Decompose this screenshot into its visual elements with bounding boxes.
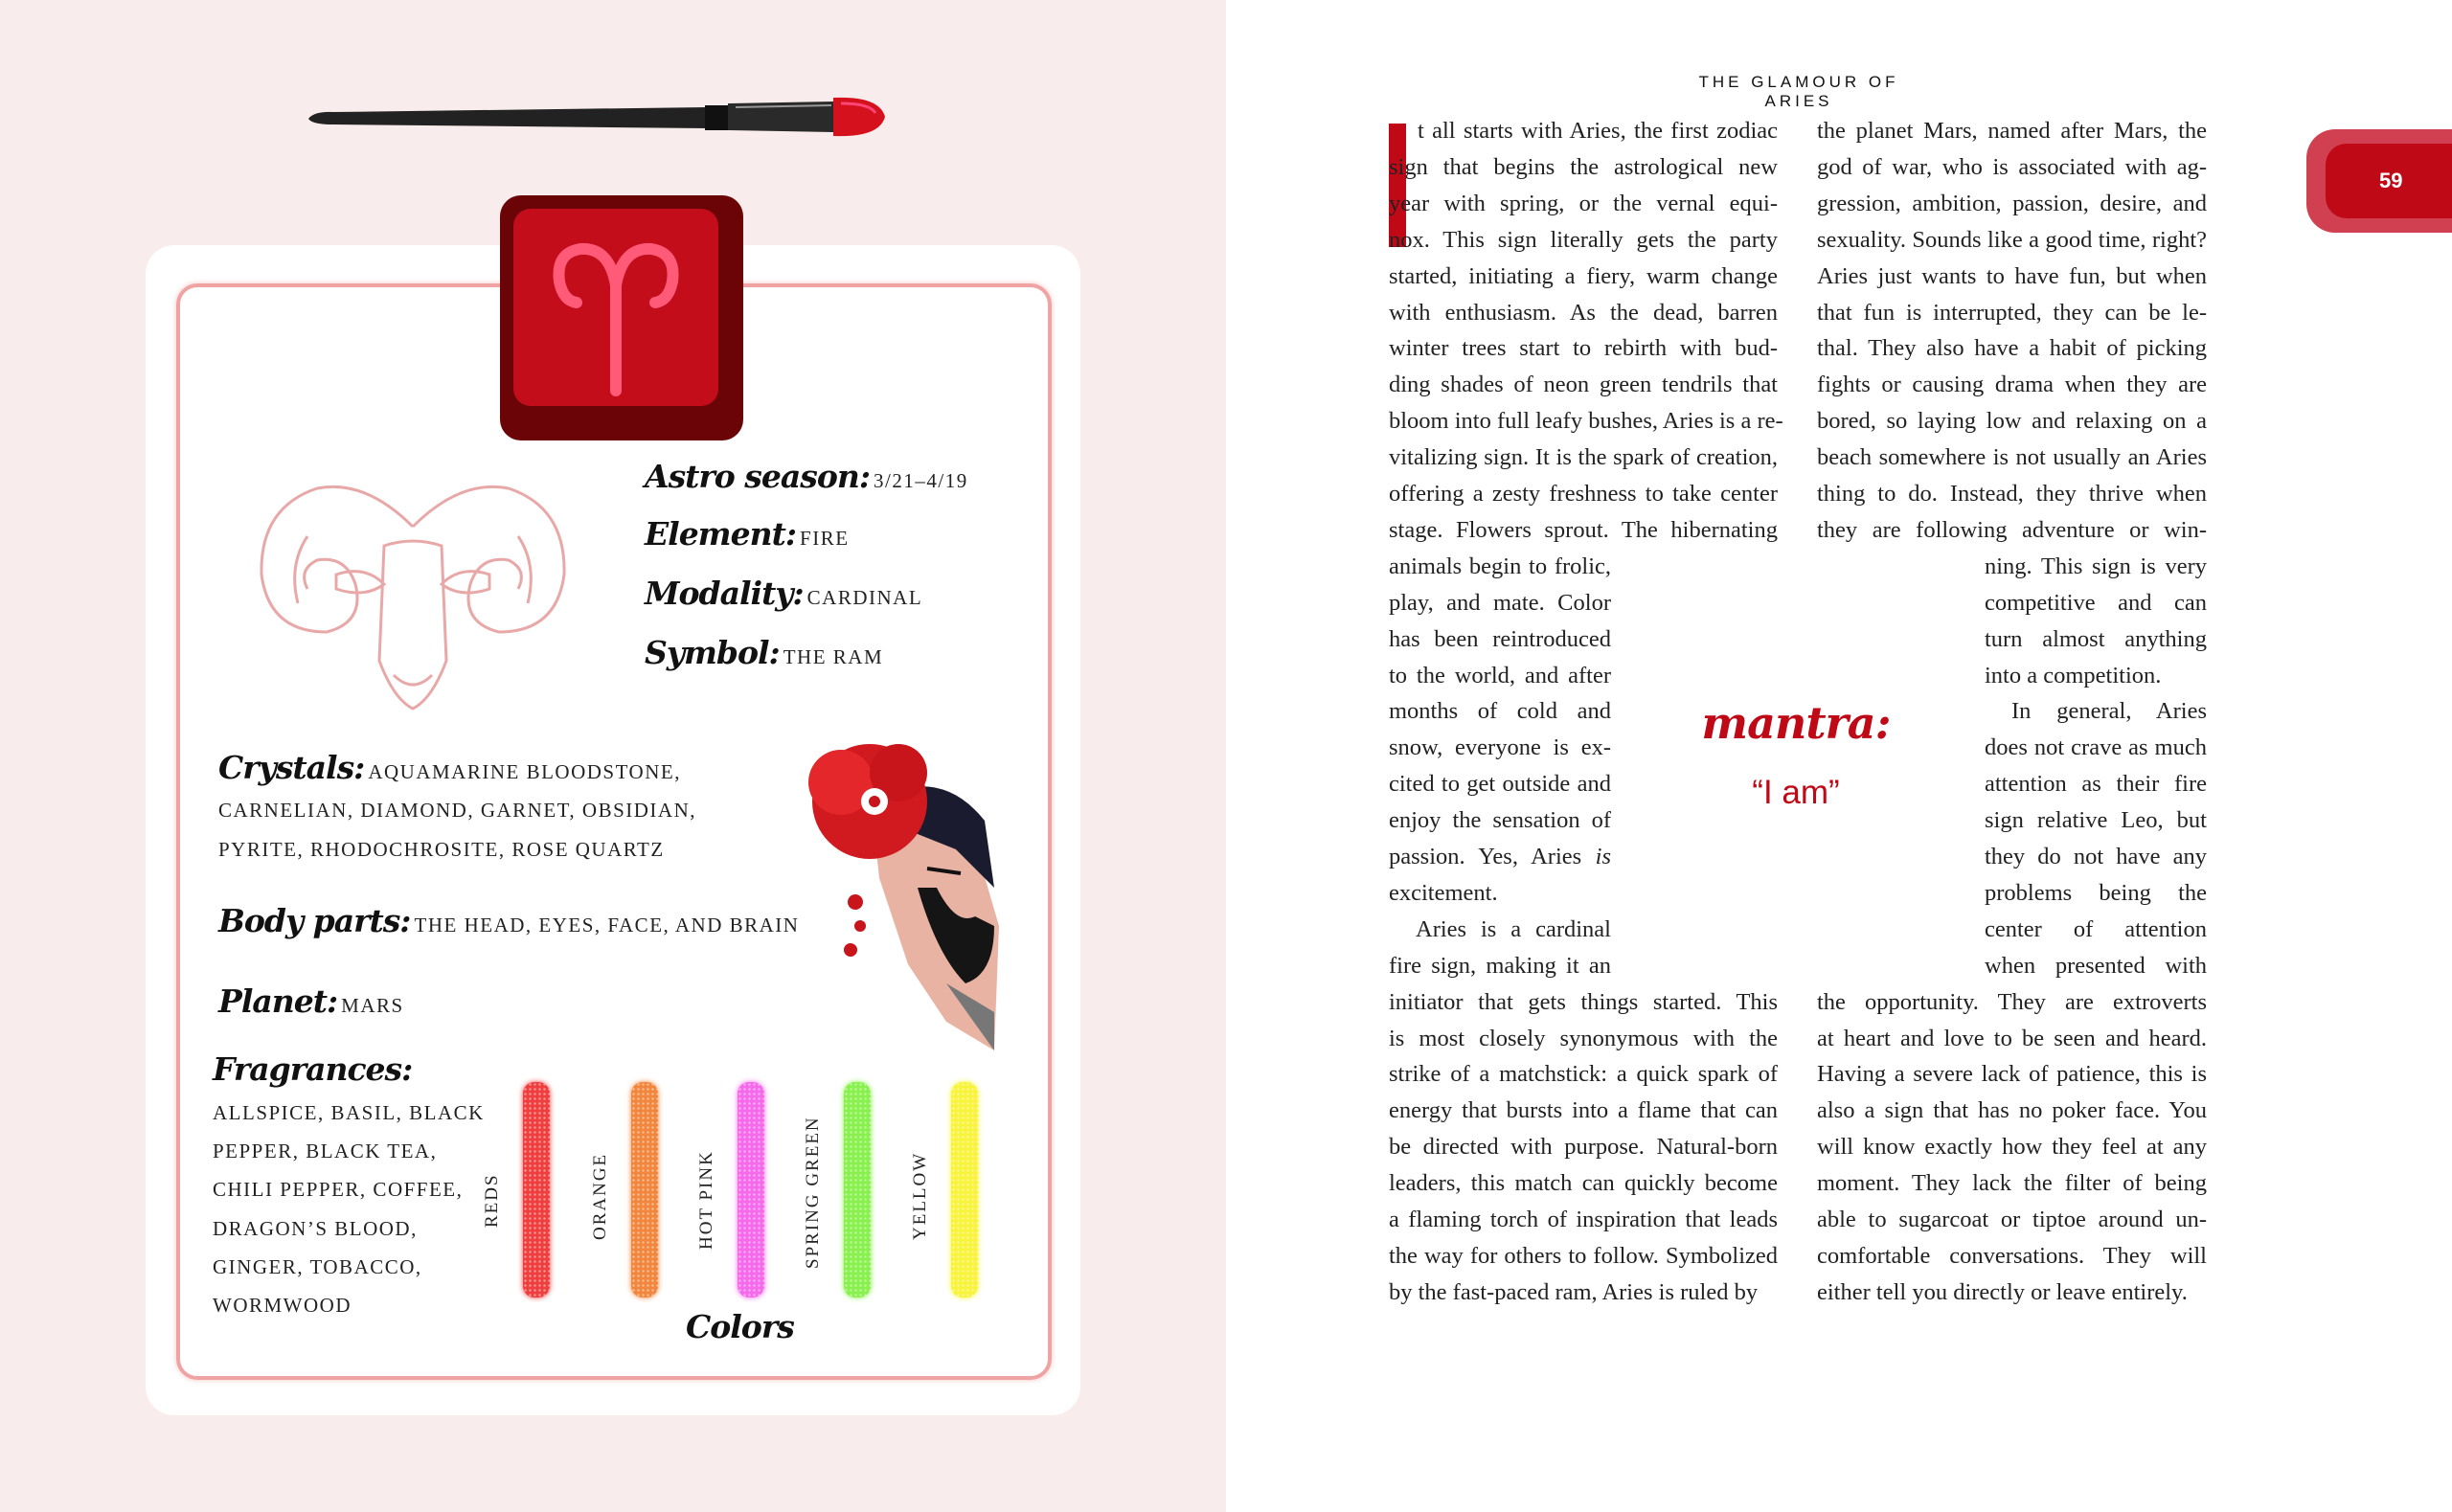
text-line-content: vitalizing sign. It is the spark of creation,: [1389, 444, 1778, 471]
text-line: [1389, 440, 1778, 476]
text-line: [1389, 367, 1778, 403]
text-line: [1389, 1021, 1778, 1057]
text-line: [1389, 875, 1611, 912]
fragrance-line: PEPPER, BLACK TEA,: [213, 1140, 438, 1162]
color-swatch-label: ORANGE: [590, 1152, 610, 1240]
text-line-content: leaders, this match can quickly become: [1389, 1170, 1778, 1197]
text-line: [1389, 295, 1778, 331]
text-line: [1985, 585, 2207, 621]
text-line-content: thal. They also have a habit of picking: [1817, 335, 2207, 362]
text-line-content: with enthusiasm. As the dead, barren: [1389, 299, 1778, 326]
ram-head-illustration: [250, 469, 576, 722]
text-line: [1817, 113, 2207, 149]
text-line: [1389, 585, 1611, 621]
fact-modality: [645, 575, 922, 612]
text-line-content: comfortable conversations. They will: [1817, 1242, 2207, 1269]
text-line-content: into a competition.: [1985, 662, 2162, 688]
crystals-section: [218, 749, 681, 786]
text-line: [1817, 259, 2207, 295]
text-line: [1389, 1275, 1778, 1311]
text-line-content: moment. They lack the filter of being: [1817, 1170, 2207, 1197]
text-line-content: bored, so laying low and relaxing on a: [1817, 408, 2207, 435]
text-line-content: passion. Yes, Aries: [1389, 844, 1582, 869]
mantra-title: mantra:: [1701, 697, 1891, 749]
text-line: [1389, 693, 1611, 730]
text-line-content: fights or causing drama when they are: [1817, 372, 2207, 398]
text-line: [1389, 1202, 1778, 1238]
text-line: [1389, 984, 1778, 1021]
text-line-content: turn almost anything: [1985, 625, 2207, 652]
text-line: [1817, 1165, 2207, 1202]
fragrance-line: DRAGON’S BLOOD,: [213, 1217, 418, 1240]
text-line-content: a flaming torch of inspiration that leads: [1389, 1207, 1778, 1232]
text-line: [1985, 875, 2207, 912]
text-line-content: thing to do. Instead, they thrive when: [1817, 481, 2207, 507]
text-line-content: able to sugarcoat or tiptoe around un-: [1817, 1207, 2207, 1232]
text-line-content: animals begin to frolic,: [1389, 553, 1611, 579]
color-swatch-label: HOT PINK: [696, 1150, 716, 1250]
mantra-text: “I am”: [1752, 774, 1840, 811]
text-line: [1817, 440, 2207, 476]
text-line-content: will know exactly how they feel at any: [1817, 1134, 2207, 1161]
text-line: [1817, 476, 2207, 512]
text-line: [1389, 1129, 1778, 1165]
text-line: [1416, 912, 1611, 948]
text-line: [1389, 658, 1611, 694]
text-line: [1389, 259, 1778, 295]
text-line-content: is most closely synonymous with the: [1389, 1025, 1778, 1051]
text-line-content: attention as their fire: [1985, 771, 2207, 798]
text-line: [1985, 912, 2207, 948]
text-line-content: also a sign that has no poker face. You: [1817, 1097, 2207, 1124]
color-swatch-label: REDS: [482, 1173, 502, 1228]
fact-label: Astro season:: [645, 458, 871, 495]
text-line: [1817, 512, 2207, 549]
italic-word: is: [1595, 844, 1611, 869]
text-line: [1817, 1093, 2207, 1129]
text-line-content: nox. This sign literally gets the party: [1389, 226, 1778, 253]
text-line-content: be directed with purpose. Natural-born: [1389, 1134, 1778, 1161]
text-line-content: months of cold and: [1389, 698, 1611, 725]
text-line: [1389, 621, 1611, 658]
color-swatch: [523, 1082, 550, 1298]
text-line: [1817, 295, 2207, 331]
text-line: [1817, 1202, 2207, 1238]
text-line: [1985, 549, 2207, 585]
text-line: [1389, 222, 1778, 259]
text-line-content: the planet Mars, named after Mars, the: [1817, 118, 2207, 144]
fact-label: Symbol:: [645, 634, 780, 671]
fragrance-line: CHILI PEPPER, COFFEE,: [213, 1178, 464, 1201]
text-line: [1389, 1056, 1778, 1093]
text-line-content: when presented with: [1985, 952, 2207, 979]
text-line: [1985, 802, 2207, 839]
colors-label: Colors: [686, 1308, 794, 1345]
text-line-content: excitement.: [1389, 879, 1498, 906]
text-line-content: energy that bursts into a flame that can: [1389, 1097, 1778, 1124]
text-line: [1389, 802, 1611, 839]
text-line-content: sexuality. Sounds like a good time, right?: [1817, 226, 2207, 253]
aries-symbol-icon: [513, 209, 718, 406]
portrait-illustration: [803, 734, 1004, 1060]
text-line-content: offering a zesty freshness to take center: [1389, 481, 1778, 507]
text-line-content: to the world, and after: [1389, 662, 1611, 688]
text-line: [1817, 1275, 2207, 1311]
text-line-content: Aries just wants to have fun, but when: [1817, 262, 2207, 289]
text-line-content: ding shades of neon green tendrils that: [1389, 372, 1778, 398]
text-line: [1817, 1021, 2207, 1057]
text-line: [1985, 730, 2207, 766]
color-swatch: [738, 1082, 764, 1298]
text-line: [1817, 1129, 2207, 1165]
crystals-line: CARNELIAN, DIAMOND, GARNET, OBSIDIAN,: [218, 799, 697, 822]
color-swatch: [631, 1082, 658, 1298]
text-line-content: has been reintroduced: [1389, 625, 1611, 652]
text-line-content: initiator that gets things started. This: [1389, 988, 1778, 1015]
text-line: [1389, 403, 1783, 440]
crystals-label: Crystals:: [218, 749, 365, 786]
fact-symbol: [645, 634, 883, 671]
running-head: THE GLAMOUR OF ARIES: [1698, 73, 1899, 110]
text-line-content: bloom into full leafy bushes, Aries is a re-: [1389, 408, 1783, 435]
text-line: [1985, 948, 2207, 984]
text-line: [1389, 1238, 1778, 1275]
text-line-content: sign that begins the astrological new: [1389, 153, 1778, 180]
text-line: [1817, 330, 2207, 367]
text-line-content: snow, everyone is ex-: [1389, 734, 1611, 761]
text-line: [1817, 1238, 2207, 1275]
fact-element: [645, 515, 850, 553]
text-line: [1389, 839, 1611, 875]
fact-value: CARDINAL: [806, 586, 923, 609]
text-line: [1985, 658, 2207, 694]
text-line-content: at heart and love to be seen and heard.: [1817, 1025, 2207, 1051]
body-parts-value: THE HEAD, EYES, FACE, AND BRAIN: [414, 914, 800, 937]
makeup-brush-icon: [305, 94, 891, 142]
aries-sign-badge: [500, 195, 743, 440]
text-line-content: winter trees start to rebirth with bud-: [1389, 335, 1778, 362]
text-line-content: t all starts with Aries, the first zodiac: [1418, 118, 1778, 144]
fact-value: 3/21–4/19: [874, 469, 968, 492]
text-line: [1389, 512, 1778, 549]
text-line: [1817, 149, 2207, 186]
text-line: [1389, 476, 1778, 512]
text-line-content: sign relative Leo, but: [1985, 807, 2207, 834]
text-line-content: stage. Flowers sprout. The hibernating: [1389, 516, 1778, 543]
planet-value: MARS: [341, 994, 404, 1017]
text-line-content: cited to get outside and: [1389, 771, 1611, 798]
planet-label: Planet:: [218, 982, 338, 1020]
text-line: [1985, 621, 2207, 658]
text-line: [1389, 730, 1611, 766]
text-line: [1817, 222, 2207, 259]
fact-astro-season: [645, 458, 968, 495]
text-line-content: they are following adventure or win-: [1817, 516, 2207, 543]
text-line-content: strike of a matchstick: a quick spark of: [1389, 1061, 1778, 1088]
text-line: [1389, 549, 1611, 585]
text-line-content: ning. This sign is very: [1985, 553, 2207, 579]
text-line-content: Aries is a cardinal: [1416, 915, 1611, 942]
text-line-content: fire sign, making it an: [1389, 952, 1611, 979]
color-swatch: [951, 1082, 978, 1298]
fragrance-line: WORMWOOD: [213, 1294, 352, 1317]
text-line-content: problems being the: [1985, 879, 2207, 906]
text-line-content: enjoy the sensation of: [1389, 807, 1611, 834]
text-line: [1389, 149, 1778, 186]
text-line-content: either tell you directly or leave entirely.: [1817, 1278, 2188, 1305]
text-line-content: year with spring, or the vernal equi-: [1389, 190, 1778, 216]
fact-label: Modality:: [645, 575, 804, 612]
fragrance-line: ALLSPICE, BASIL, BLACK: [213, 1101, 485, 1124]
text-line-content: that fun is interrupted, they can be le-: [1817, 299, 2207, 326]
body-parts-section: [218, 902, 799, 939]
text-line-content: started, initiating a fiery, warm change: [1389, 262, 1778, 289]
crystals-line: AQUAMARINE BLOODSTONE,: [368, 760, 681, 783]
text-line: [1817, 367, 2207, 403]
text-line-content: by the fast-paced ram, Aries is ruled by: [1389, 1278, 1759, 1305]
text-line-content: center of attention: [1985, 915, 2207, 942]
text-line-content: play, and mate. Color: [1389, 589, 1611, 616]
color-swatch-label: SPRING GREEN: [803, 1116, 823, 1269]
text-line: [1985, 839, 2207, 875]
text-line: [1817, 984, 2207, 1021]
text-line: [1389, 330, 1778, 367]
text-line: [1817, 186, 2207, 222]
page-number: 59: [2326, 144, 2452, 218]
text-line-content: gression, ambition, passion, desire, and: [1817, 190, 2207, 216]
text-line-content: competitive and can: [1985, 589, 2207, 616]
text-line: [1389, 948, 1611, 984]
body-parts-label: Body parts:: [218, 902, 411, 939]
fact-value: FIRE: [800, 527, 850, 550]
text-line: [2011, 693, 2207, 730]
text-line-content: In general, Aries: [2011, 698, 2207, 725]
text-line-content: god of war, who is associated with ag-: [1817, 153, 2207, 180]
color-swatch: [844, 1082, 871, 1298]
fragrance-line: GINGER, TOBACCO,: [213, 1255, 422, 1278]
text-line-content: they do not have any: [1985, 844, 2207, 869]
text-line-content: the opportunity. They are extroverts: [1817, 988, 2207, 1015]
text-line: [1817, 1056, 2207, 1093]
text-line: [1389, 766, 1611, 802]
text-line: [1418, 113, 1778, 149]
text-line-content: Having a severe lack of patience, this is: [1817, 1061, 2207, 1088]
color-swatch-label: YELLOW: [910, 1151, 930, 1240]
fragrances-label: Fragrances:: [213, 1050, 413, 1088]
text-line-content: the way for others to follow. Symbolized: [1389, 1242, 1778, 1269]
text-line: [1985, 766, 2207, 802]
text-line-content: does not crave as much: [1985, 734, 2207, 761]
text-line: [1389, 1093, 1778, 1129]
text-line: [1389, 1165, 1778, 1202]
crystals-line: PYRITE, RHODOCHROSITE, ROSE QUARTZ: [218, 838, 665, 861]
text-line: [1389, 186, 1778, 222]
text-line-content: beach somewhere is not usually an Aries: [1817, 444, 2207, 471]
planet-section: [218, 982, 404, 1020]
text-line: [1817, 403, 2207, 440]
fact-label: Element:: [645, 515, 797, 553]
fact-value: THE RAM: [783, 645, 884, 668]
